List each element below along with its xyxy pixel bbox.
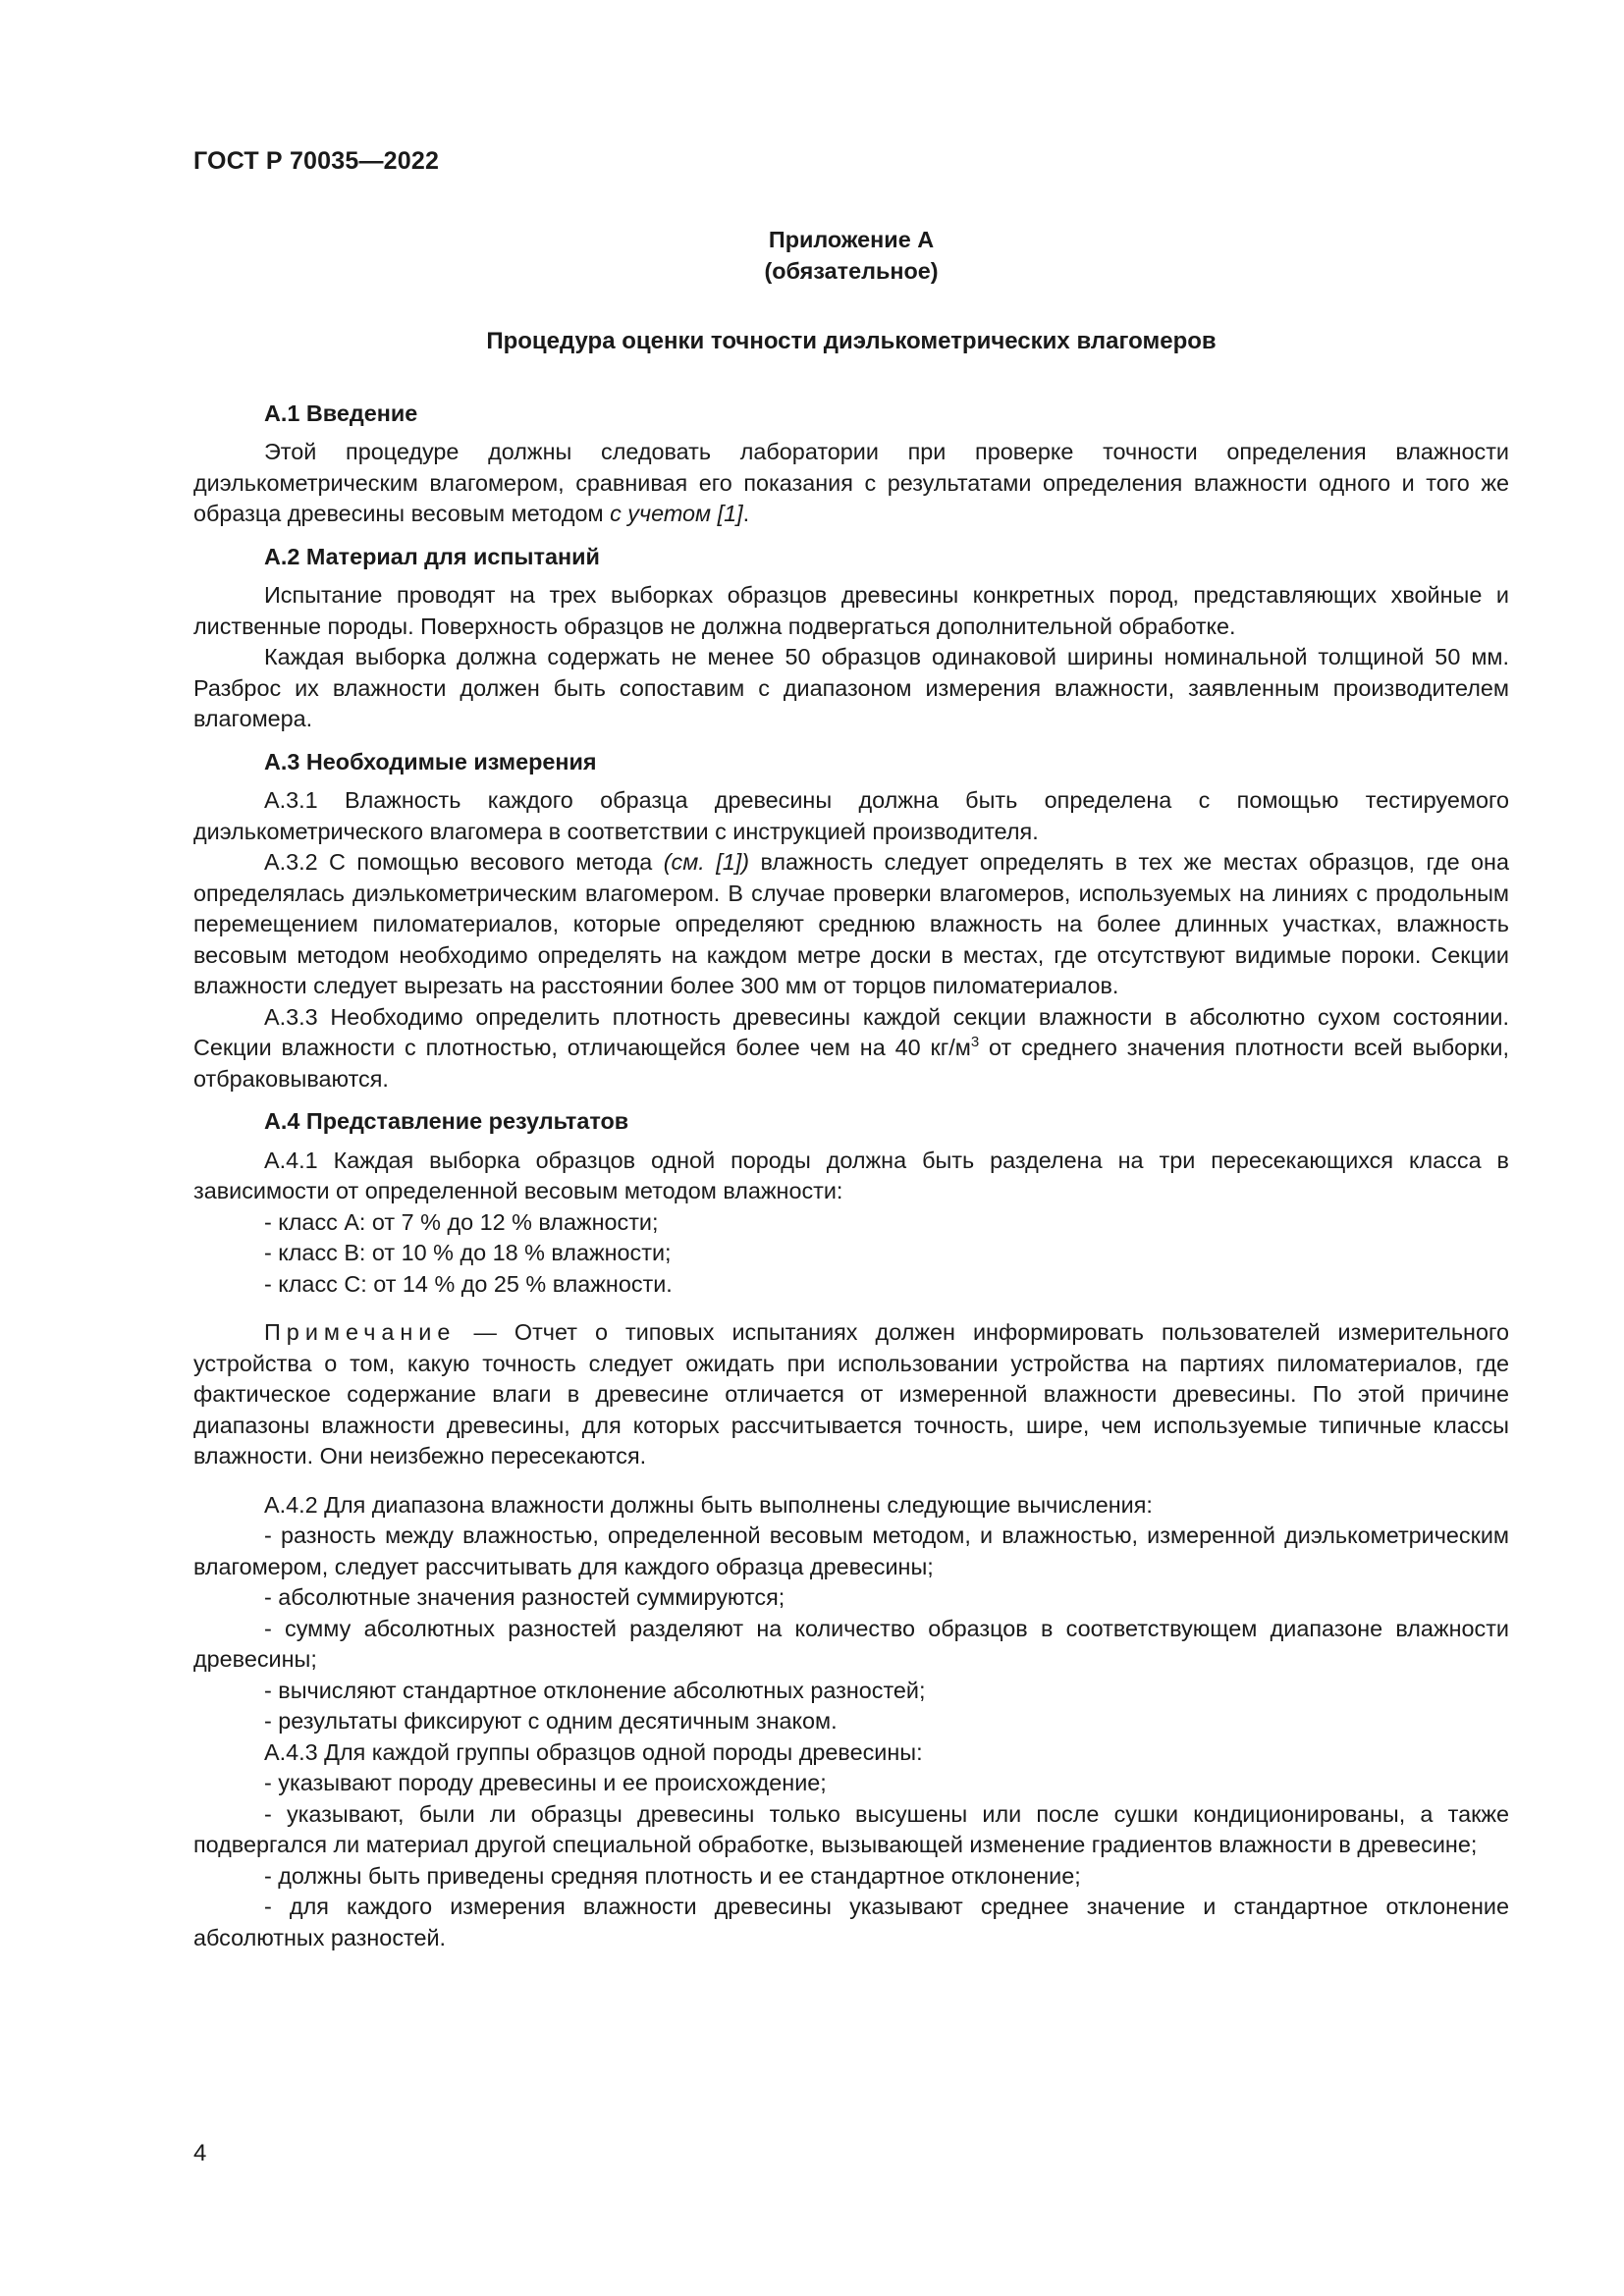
list-item-calc: - вычисляют стандартное отклонение абсолютных разностей;: [264, 1677, 926, 1703]
list-item-calc: - результаты фиксируют с одним десятичным знаком.: [264, 1708, 838, 1734]
note-text: — Отчет о типовых испытаниях должен информировать пользователей измерительного устройства о том, какую точность следует ожидать при использовании устройства на партиях пиломатериалов, где фактическое содержание влаги в древесине отличается от измеренной влажности древесины. По этой причине диапазоны влажности древесины, для которых рассчитывается точность, шире, чем используемые типичные классы влажности. Они неизбежно пересекаются.: [193, 1319, 1509, 1468]
list-item-calc: - разность между влажностью, определенной весовым методом, и влажностью, измеренной диэлькометрическим влагомером, следует рассчитывать для каждого образца древесины;: [193, 1522, 1509, 1579]
page-content: [193, 224, 1509, 1953]
page-number: 4: [193, 2140, 207, 2166]
list-item-calc: - сумму абсолютных разностей разделяют на количество образцов в соответствующем диапазоне влажности древесины;: [193, 1615, 1509, 1672]
superscript: 3: [970, 1034, 980, 1050]
list-item-group: - должны быть приведены средняя плотность и ее стандартное отклонение;: [264, 1862, 1081, 1889]
list-item-group: - указывают, были ли образцы древесины только высушены или после сушки кондиционированы, а также подвергался ли материал другой специальной обработке, вызывающей изменение градиентов влажности в древесине;: [193, 1800, 1509, 1857]
paragraph-a2-2: Каждая выборка должна содержать не менее 50 образцов одинаковой ширины номинальной толщиной 50 мм. Разброс их влажности должен быть сопоставим с диапазоном измерения влажности, заявленным производителем влагомера.: [193, 644, 1509, 731]
list-item-class: - класс С: от 14 % до 25 % влажности.: [264, 1270, 673, 1297]
paragraph-a1: [193, 437, 1509, 530]
paragraph-a3-3: [193, 1002, 1509, 1095]
text-run: Этой процедуре должны следовать лаборатории при проверке точности определения влажности диэлькометрическим влагомером, сравнивая его показания с результатами определения влажности одного и того же образца древесины весовым методом: [193, 439, 1509, 526]
paragraph-a4-2: А.4.2 Для диапазона влажности должны быть выполнены следующие вычисления:: [264, 1491, 1153, 1518]
paragraph-a4-1: А.4.1 Каждая выборка образцов одной породы должна быть разделена на три пересекающихся класса в зависимости от определенной весовым методом влажности:: [193, 1147, 1509, 1203]
reference-italic: (см. [1]): [663, 849, 749, 875]
standard-code: ГОСТ Р 70035—2022: [193, 147, 440, 175]
text-run: А.3.3 Необходимо определить плотность древесины каждой секции влажности в абсолютно сухом состоянии. Секции влажности с плотностью, отличающейся более чем на 40 кг/м: [193, 1003, 1509, 1060]
list-item-class: - класс А: от 7 % до 12 % влажности;: [264, 1208, 659, 1235]
list-item-group: - указывают породу древесины и ее происхождение;: [264, 1770, 827, 1795]
reference-italic: с учетом [1]: [610, 501, 743, 526]
paragraph-a2-1: Испытание проводят на трех выборках образцов древесины конкретных пород, представляющих хвойные и лиственные породы. Поверхность образцов не должна подвергаться дополнительной обработке.: [193, 582, 1509, 639]
text-run: от среднего значения плотности всей выборки, отбраковываются.: [193, 1035, 1509, 1092]
appendix-subtitle: (обязательное): [764, 258, 939, 284]
section-heading-a2: А.2 Материал для испытаний: [264, 543, 600, 569]
appendix-title: Приложение А: [768, 227, 935, 252]
list-item-class: - класс В: от 10 % до 18 % влажности;: [264, 1240, 672, 1265]
section-heading-a4: А.4 Представление результатов: [264, 1108, 629, 1134]
list-item-group: - для каждого измерения влажности древесины указывают среднее значение и стандартное отклонение абсолютных разностей.: [193, 1894, 1509, 1950]
note-paragraph: [193, 1317, 1509, 1472]
section-heading-a3: А.3 Необходимые измерения: [264, 748, 597, 774]
paragraph-a4-3: А.4.3 Для каждой группы образцов одной породы древесины:: [264, 1738, 923, 1765]
text-run: А.3.2 С помощью весового метода: [264, 849, 664, 875]
note-label: Примечание: [264, 1319, 457, 1345]
paragraph-a3-1: А.3.1 Влажность каждого образца древесины должна быть определена с помощью тестируемого диэлькометрического влагомера в соответствии с инструкцией производителя.: [193, 787, 1509, 844]
list-item-calc: - абсолютные значения разностей суммируются;: [264, 1584, 785, 1610]
document-title: Процедура оценки точности диэлькометрических влагомеров: [486, 328, 1217, 354]
text-run: .: [742, 501, 750, 526]
section-heading-a1: А.1 Введение: [264, 400, 418, 426]
paragraph-a3-2: [193, 847, 1509, 1002]
text-run: влажность следует определять в тех же местах образцов, где она определялась диэлькометрическим влагомером. В случае проверки влагомеров, используемых на линиях с продольным перемещением пиломатериалов, которые определяют среднюю влажность на более длинных участках, влажность весовым методом необходимо определять на каждом метре доски в местах, где отсутствуют видимые пороки. Секции влажности следует вырезать на расстоянии более 300 мм от торцов пиломатериалов.: [193, 849, 1509, 998]
